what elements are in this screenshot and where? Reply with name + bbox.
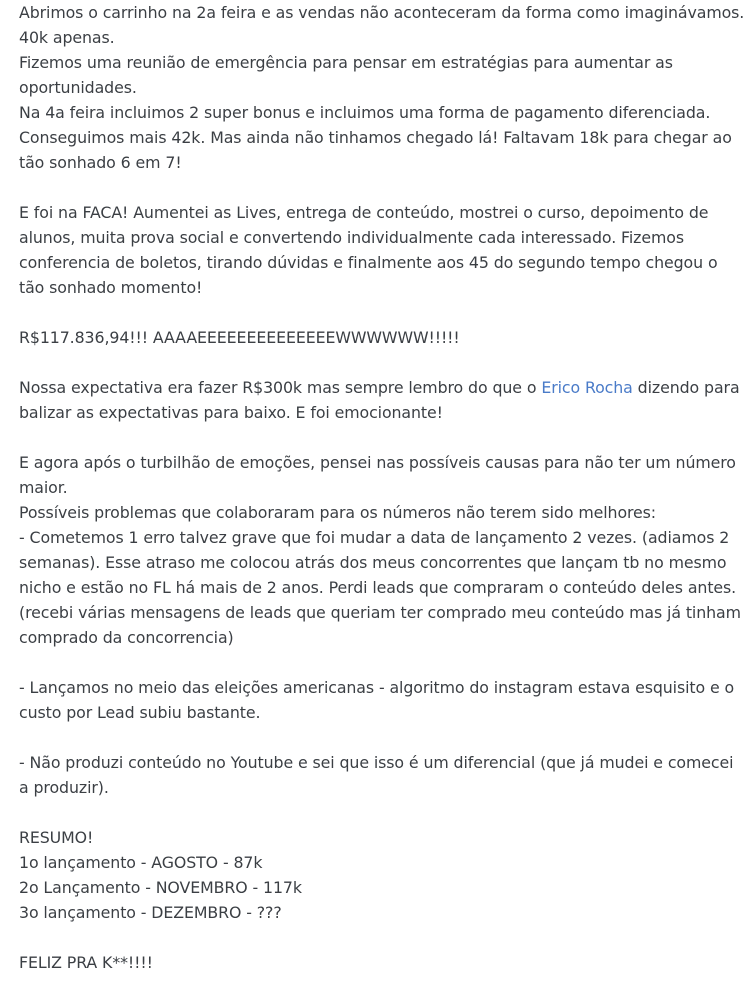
text-line: (recebi várias mensagens de leads que queriam ter comprado meu conteúdo mas já tinham — [19, 603, 741, 622]
post-paragraphs-bottom — [19, 400, 741, 975]
text-line: Conseguimos mais 42k. Mas ainda não tinhamos chegado lá! Faltavam 18k para chegar ao — [19, 128, 732, 147]
text-line: alunos, muita prova social e convertendo individualmente cada interessado. Fizemos — [19, 228, 684, 247]
post-body — [19, 0, 744, 975]
text-line: 2o Lançamento - NOVEMBRO - 117k — [19, 878, 302, 897]
text-line: RESUMO! — [19, 828, 94, 847]
blank-line — [19, 350, 709, 375]
blank-line — [19, 650, 709, 675]
text-line: tão sonhado momento! — [19, 278, 203, 297]
text-line: balizar as expectativas para baixo. E foi emocionante! — [19, 403, 443, 422]
blank-line — [19, 175, 709, 200]
text-line: 3o lançamento - DEZEMBRO - ??? — [19, 903, 282, 922]
text-line: Fizemos uma reunião de emergência para pensar em estratégias para aumentar as — [19, 53, 673, 72]
text-line: E foi na FACA! Aumentei as Lives, entrega de conteúdo, mostrei o curso, depoimento de — [19, 203, 709, 222]
text-line: tão sonhado 6 em 7! — [19, 153, 182, 172]
post-paragraphs-top — [19, 0, 744, 375]
text-line: FELIZ PRA K**!!!! — [19, 953, 153, 972]
text-line: Abrimos o carrinho na 2a feira e as vendas não aconteceram da forma como imaginávamos. — [19, 3, 744, 22]
text-line: conferencia de boletos, tirando dúvidas e finalmente aos 45 do segundo tempo chegou o — [19, 253, 718, 272]
mention-line-before: Nossa expectativa era fazer R$300k mas sempre lembro do que o — [19, 378, 542, 397]
mention-link-erico-rocha[interactable]: Erico Rocha — [541, 378, 633, 397]
text-line: - Não produzi conteúdo no Youtube e sei que isso é um diferencial (que já mudei e comecei — [19, 753, 734, 772]
blank-line — [19, 425, 709, 450]
text-line: E agora após o turbilhão de emoções, pensei nas possíveis causas para não ter um número — [19, 453, 736, 472]
text-line: custo por Lead subiu bastante. — [19, 703, 261, 722]
blank-line — [19, 925, 709, 950]
text-line: R$117.836,94!!! AAAAEEEEEEEEEEEEEEWWWWWW!!!!! — [19, 328, 460, 347]
text-line: - Lançamos no meio das eleições americanas - algoritmo do instagram estava esquisito e o — [19, 678, 735, 697]
text-line: - Cometemos 1 erro talvez grave que foi mudar a data de lançamento 2 vezes. (adiamos 2 — [19, 528, 730, 547]
mention-line-after: dizendo para — [632, 378, 740, 397]
text-line: Possíveis problemas que colaboraram para os números não terem sido melhores: — [19, 503, 657, 522]
text-line: comprado da concorrencia) — [19, 628, 234, 647]
blank-line — [19, 725, 709, 750]
text-line: Na 4a feira incluimos 2 super bonus e incluimos uma forma de pagamento diferenciada. — [19, 103, 711, 122]
mention-line — [19, 375, 740, 400]
text-line: 1o lançamento - AGOSTO - 87k — [19, 853, 263, 872]
text-line: nicho e estão no FL há mais de 2 anos. Perdi leads que compraram o conteúdo deles antes. — [19, 578, 737, 597]
blank-line — [19, 300, 709, 325]
text-line: semanas). Esse atraso me colocou atrás dos meus concorrentes que lançam tb no mesmo — [19, 553, 727, 572]
text-line: 40k apenas. — [19, 28, 115, 47]
blank-line — [19, 800, 709, 825]
text-line: maior. — [19, 478, 68, 497]
text-line: oportunidades. — [19, 78, 137, 97]
text-line: a produzir). — [19, 778, 109, 797]
